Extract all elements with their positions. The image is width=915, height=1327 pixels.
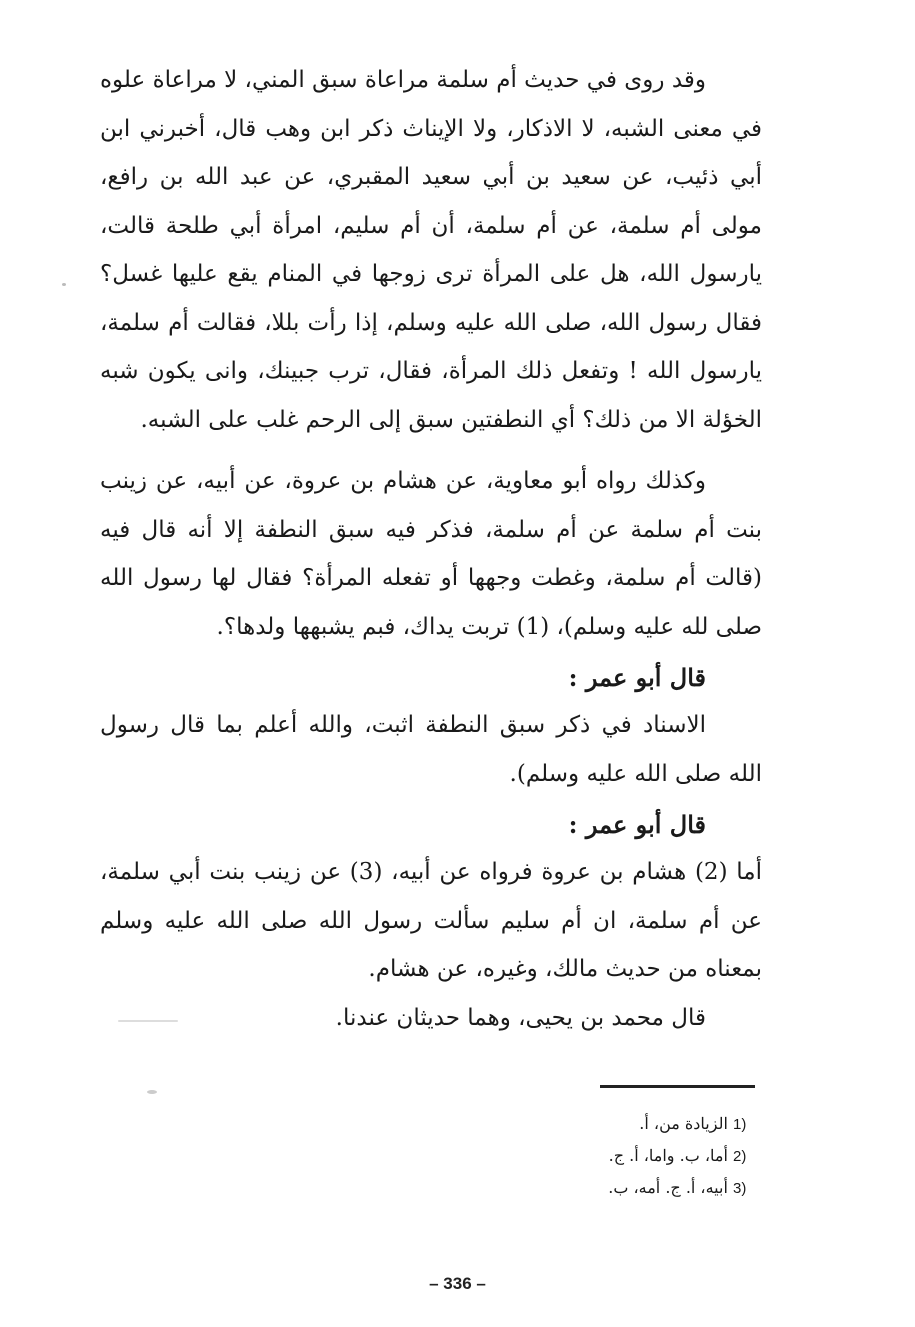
body-text xyxy=(100,56,762,1042)
footnote-number: 1) xyxy=(733,1116,747,1133)
footnote-2 xyxy=(395,1140,755,1172)
paragraph-5: قال محمد بن يحيى، وهما حديثان عندنا. xyxy=(335,1004,706,1031)
scan-speck xyxy=(118,1020,178,1022)
section-heading-1: قال أبو عمر : xyxy=(568,663,706,692)
scan-speck xyxy=(147,1090,157,1094)
footnotes xyxy=(395,1108,755,1204)
footnote-1 xyxy=(395,1108,755,1140)
paragraph-1: وقد روى في حديث أم سلمة مراعاة سبق المني، لا مراعاة علوه في معنى الشبه، لا الاذكار، ولا الإيناث ذكر ابن وهب قال، أخبرني ابن أبي ذئيب، عن سعيد بن أبي سعيد المقبري، عن عبد الله بن رافع، مولى أم سلمة، عن أم سلمة، أن أم سليم، امرأة أبي طلحة قالت، يارسول الله، هل على المرأة ترى زوجها في المنام يقع عليها غسل؟ فقال رسول الله، صلى الله عليه وسلم، إذا رأت بللا، فقالت أم سلمة، يارسول الله ! وتفعل ذلك المرأة، فقال، ترب جبينك، وانى يكون شبه الخؤلة الا من ذلك؟ أي النطفتين سبق إلى الرحم غلب على الشبه. xyxy=(100,67,762,433)
section-heading-2: قال أبو عمر : xyxy=(568,810,706,839)
footnote-3 xyxy=(395,1172,755,1204)
paragraph-3: الاسناد في ذكر سبق النطفة اثبت، والله أعلم بما قال رسول الله صلى الله عليه وسلم). xyxy=(100,712,762,787)
footnote-text: الزيادة من، أ. xyxy=(639,1114,728,1133)
scan-speck xyxy=(62,283,66,286)
footnote-number: 3) xyxy=(733,1180,747,1197)
footnote-number: 2) xyxy=(733,1148,747,1165)
page-number: – 336 – xyxy=(429,1274,486,1293)
paragraph-4: أما (2) هشام بن عروة فرواه عن أبيه، (3) عن زينب بنت أبي سلمة، عن أم سلمة، ان أم سليم سألت رسول الله صلى الله عليه وسلم بمعناه من حديث مالك، وغيره، عن هشام. xyxy=(100,859,762,982)
footnote-text: أبيه، أ. ج. أمه، ب. xyxy=(608,1178,728,1197)
footnote-text: أما، ب. واما، أ. ج. xyxy=(608,1146,728,1165)
paragraph-2: وكذلك رواه أبو معاوية، عن هشام بن عروة، عن أبيه، عن زينب بنت أم سلمة عن أم سلمة، فذكر فيه سبق النطفة إلا أنه قال فيه (قالت أم سلمة، وغطت وجهها أو تفعله المرأة؟ فقال لها رسول الله صلى لله عليه وسلم)، (1) تربت يداك، فبم يشبهها ولدها؟. xyxy=(100,468,762,640)
footnote-divider xyxy=(600,1085,755,1088)
